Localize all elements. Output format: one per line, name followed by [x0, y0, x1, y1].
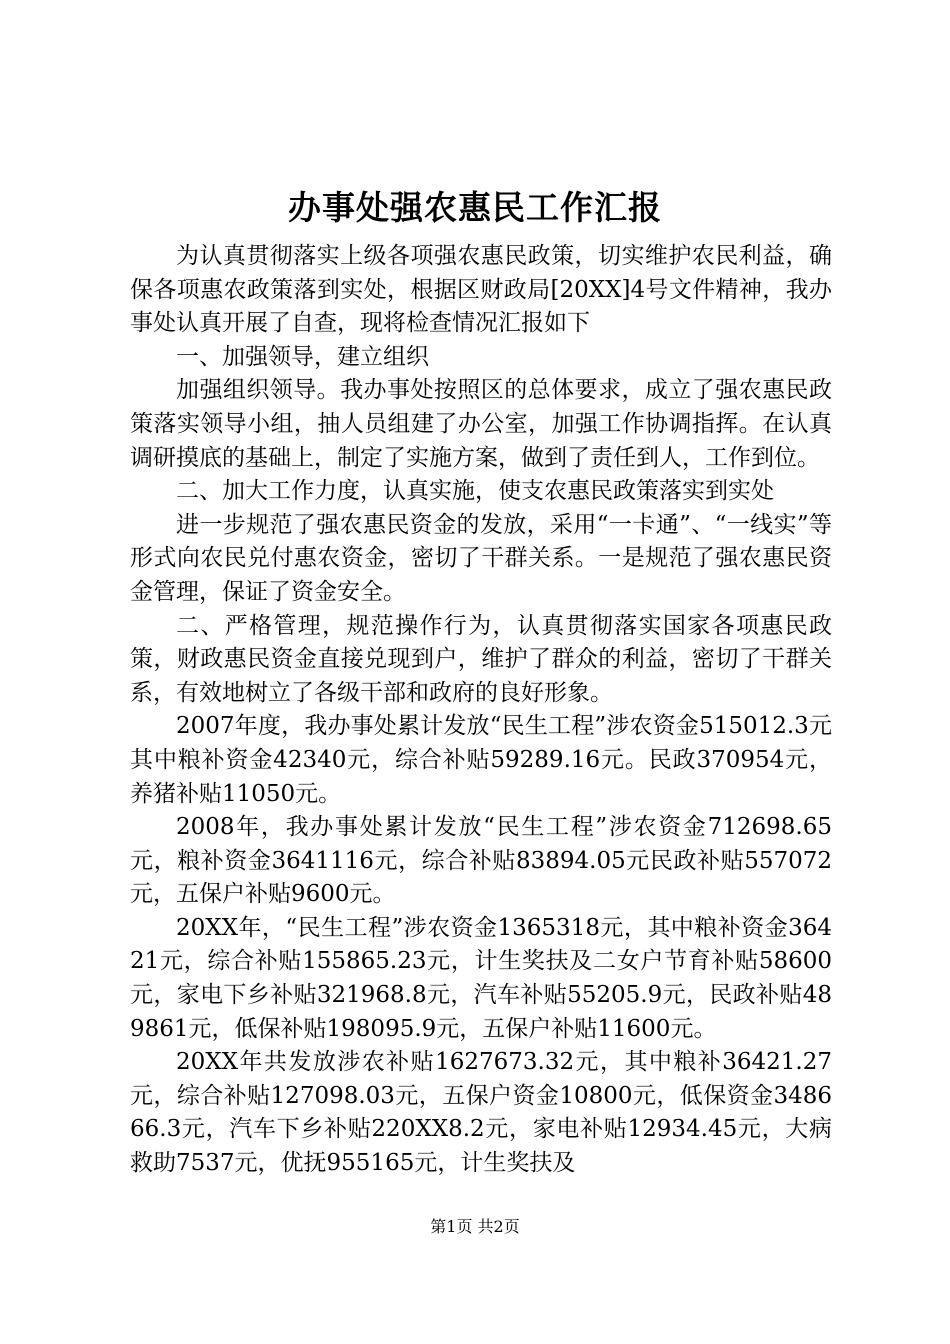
section-heading-1: 一、加强领导，建立组织	[176, 343, 429, 370]
paragraph-20xx-b: 20XX年共发放涉农补贴1627673.32元，其中粮补36421.27元，综合补贴127098.03元，五保户资金10800元，低保资金348666.3元，汽车下乡补贴220XX8.2元，家电补贴12934.45元，大病救助7537元，优抚955165元，计生奖扶及	[130, 1049, 832, 1177]
paragraph-20xx-a: 20XX年，“民生工程”涉农资金1365318元，其中粮补资金36421元，综合补贴155865.23元，计生奖扶及二女户节育补贴58600元，家电下乡补贴321968.8元，汽车补贴55205.9元，民政补贴489861元，低保补贴198095.9元，五保户补贴11600元。	[130, 914, 832, 1042]
page-number: 第1页 共2页	[430, 1217, 520, 1236]
paragraph-organization: 加强组织领导。我办事处按照区的总体要求，成立了强农惠民政策落实领导小组，抽人员组建了办公室，加强工作协调指挥。在认真调研摸底的基础上，制定了实施方案，做到了责任到人，工作到位。	[130, 377, 832, 471]
paragraph-2008: 2008年，我办事处累计发放“民生工程”涉农资金712698.65元，粮补资金3641116元，综合补贴83894.05元民政补贴557072元，五保户补贴9600元。	[130, 814, 832, 908]
document-title: 办事处强农惠民工作汇报	[288, 188, 662, 227]
paragraph-2007: 2007年度，我办事处累计发放“民生工程”涉农资金515012.3元其中粮补资金42340元，综合补贴59289.16元。民政370954元，养猪补贴11050元。	[130, 713, 832, 807]
paragraph-fund-distribution: 进一步规范了强农惠民资金的发放，采用“一卡通”、“一线实”等形式向农民兑付惠农资金，密切了干群关系。一是规范了强农惠民资金管理，保证了资金安全。	[130, 511, 832, 605]
paragraph-intro: 为认真贯彻落实上级各项强农惠民政策，切实维护农民利益，确保各项惠农政策落到实处，根据区财政局[20XX]4号文件精神，我办事处认真开展了自查，现将检查情况汇报如下	[130, 243, 832, 337]
document-body	[130, 240, 832, 1181]
paragraph-management: 二、严格管理，规范操作行为，认真贯彻落实国家各项惠民政策，财政惠民资金直接兑现到户，维护了群众的利益，密切了干群关系，有效地树立了各级干部和政府的良好形象。	[130, 612, 832, 706]
section-heading-2: 二、加大工作力度，认真实施，使支农惠民政策落实到实处	[176, 478, 774, 505]
